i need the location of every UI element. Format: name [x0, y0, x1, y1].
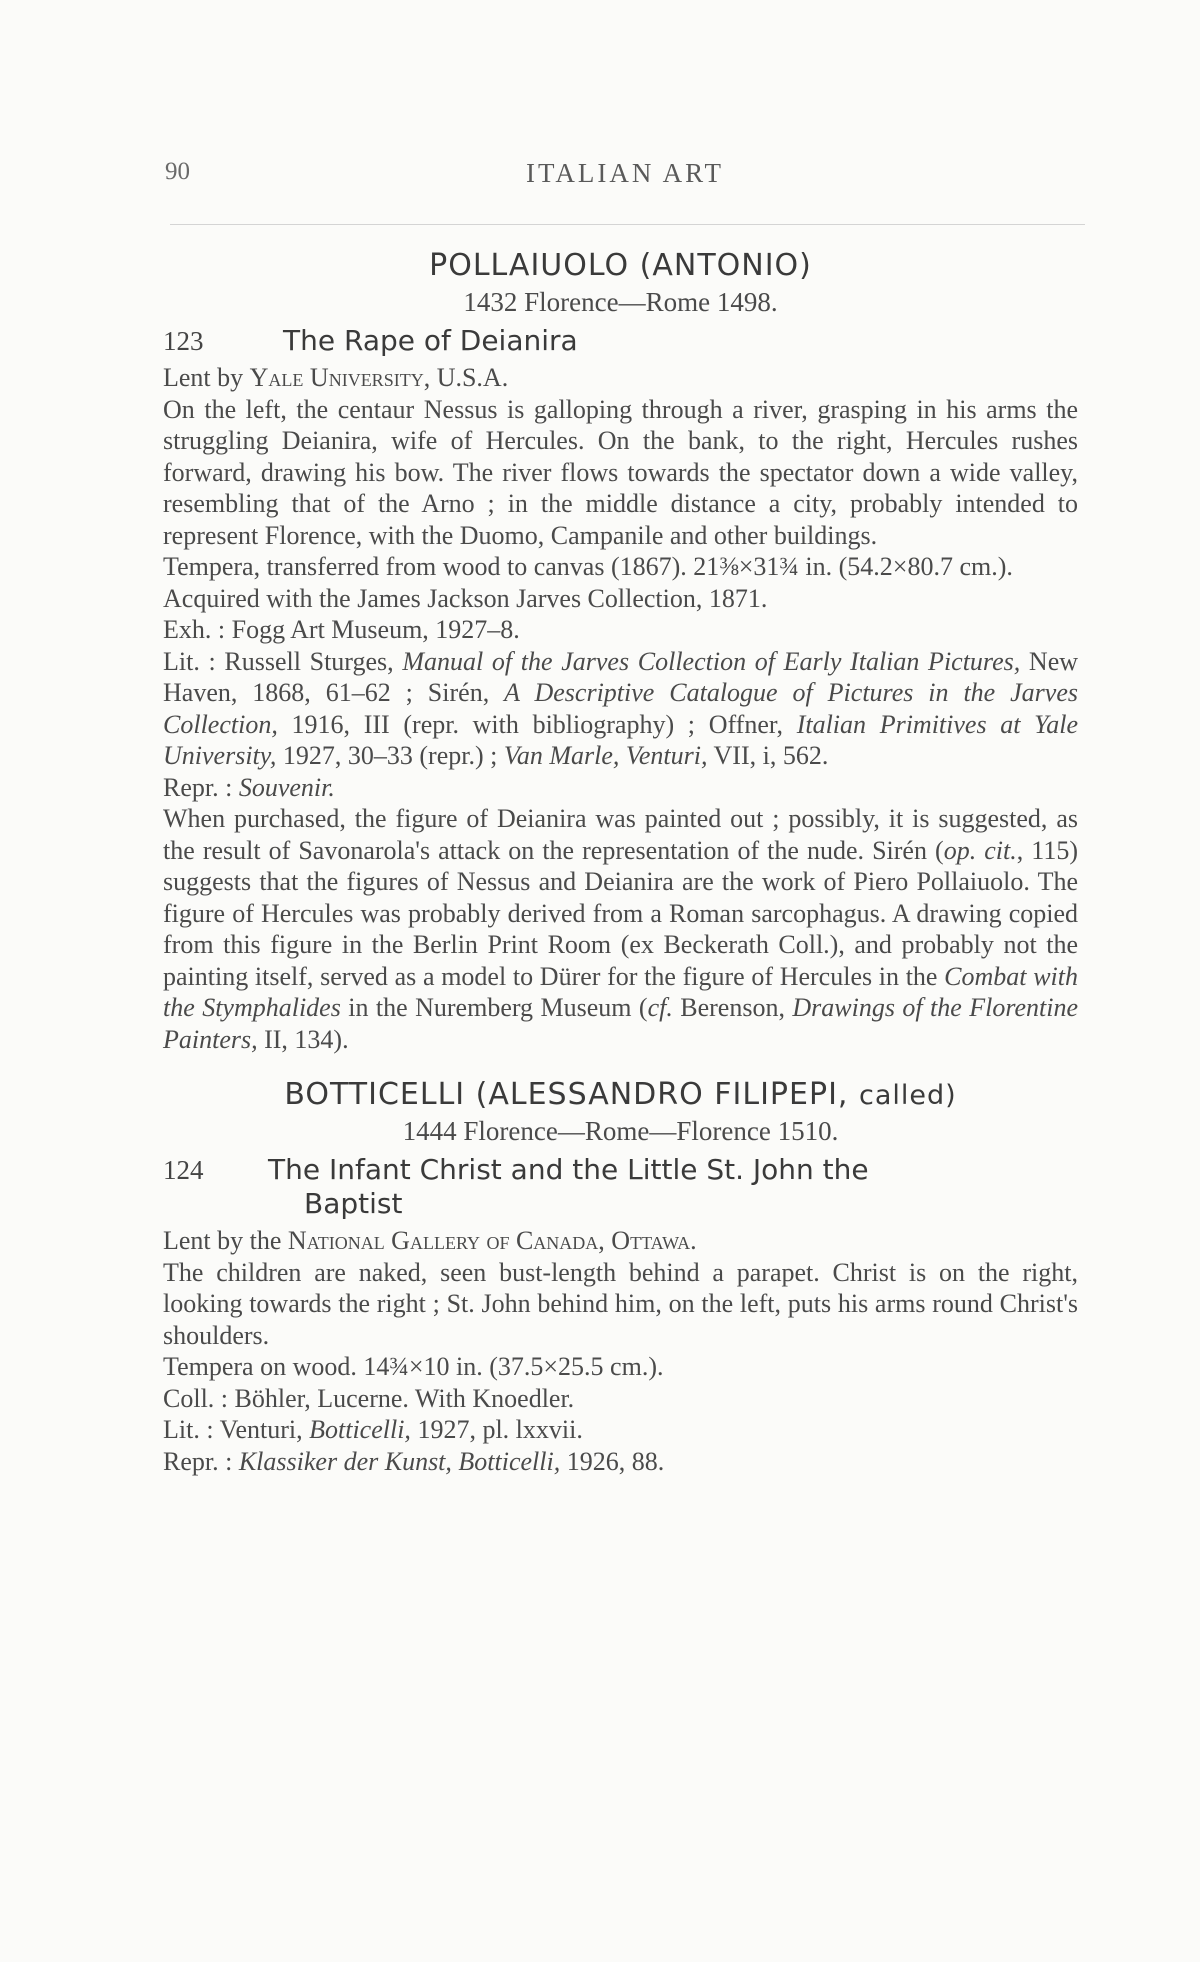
acquisition: Acquired with the James Jackson Jarves Collection, 1871.: [163, 583, 768, 613]
entry-number: 124: [163, 1155, 204, 1185]
literature: Lit. : Russell Sturges, Manual of the Jarves Collection of Early Italian Pictures, New Haven, 1868, 61–62 ; Sirén, A Descriptive Catalogue of Pictures in the Jarves Collection, 1916, III (repr. with bibliography) ; Offner, Italian Primitives at Yale University, 1927, 30–33 (repr.) ; Van Marle, Venturi, VII, i, 562.: [163, 646, 1079, 770]
entry-number: 123: [163, 326, 204, 356]
reproduction: Repr. : Klassiker der Kunst, Botticelli, 1926, 88.: [163, 1446, 665, 1476]
catalogue-entry-123: [163, 248, 1078, 1055]
artist-name: POLLAIUOLO (ANTONIO): [429, 248, 812, 283]
artist-dates: 1444 Florence—Rome—Florence 1510.: [402, 1116, 839, 1146]
collection: Coll. : Böhler, Lucerne. With Knoedler.: [163, 1383, 575, 1413]
catalogue-content: [163, 244, 1078, 1477]
notes: When purchased, the figure of Deianira was painted out ; possibly, it is suggested, as the result of Savonarola's attack on the representation of the nude. Sirén (op. cit., 115) suggests that the figures of Nessus and Deianira are the work of Piero Pollaiuolo. The figure of Hercules was probably derived from a Roman sarcophagus. A drawing copied from this figure in the Berlin Print Room (ex Beckerath Coll.), and probably not the painting itself, served as a model to Dürer for the figure of Hercules in the Combat with the Stymphalides in the Nuremberg Museum (cf. Berenson, Drawings of the Florentine Painters, II, 134).: [163, 804, 1079, 1054]
medium-dimensions: Tempera, transferred from wood to canvas (1867). 21⅜×31¾ in. (54.2×80.7 cm.).: [163, 552, 1013, 581]
catalogue-entry-124: [163, 1077, 1078, 1477]
section-gap: [163, 1055, 1078, 1073]
description: On the left, the centaur Nessus is galloping through a river, grasping in his arms the struggling Deianira, wife of Hercules. On the bank, to the right, Hercules rushes forward, drawing his bow. The river flows towards the spectator down a wide valley, resembling that of the Arno ; in the middle distance a city, probably intended to represent Florence, with the Duomo, Campanile and other buildings.: [163, 394, 1078, 550]
medium-dimensions: Tempera on wood. 14¾×10 in. (37.5×25.5 cm.).: [163, 1352, 664, 1381]
exhibition: Exh. : Fogg Art Museum, 1927–8.: [163, 615, 520, 644]
artist-dates: 1432 Florence—Rome 1498.: [463, 287, 778, 317]
running-title: ITALIAN ART: [526, 158, 724, 188]
artist-name: BOTTICELLI (ALESSANDRO FILIPEPI, called): [284, 1077, 957, 1112]
lender-name: Yale University, U.S.A.: [249, 363, 509, 392]
running-head: [165, 158, 1085, 198]
lender-line: Lent by the National Gallery of Canada, Ottawa.: [163, 1226, 697, 1255]
literature: Lit. : Venturi, Botticelli, 1927, pl. lxxvii.: [163, 1415, 583, 1444]
lender-name: National Gallery of Canada, Ottawa.: [287, 1226, 697, 1255]
entry-title: The Infant Christ and the Little St. John the Baptist: [268, 1153, 869, 1220]
reproduction: Repr. : Souvenir.: [163, 772, 335, 802]
entry-heading: [163, 324, 1078, 358]
page-number: 90: [165, 158, 190, 185]
lender-line: Lent by Yale University, U.S.A.: [163, 363, 509, 392]
entry-title: The Rape of Deianira: [283, 324, 578, 357]
header-rule: [170, 224, 1085, 225]
description: The children are naked, seen bust-length behind a parapet. Christ is on the right, looking towards the right ; St. John behind him, on the left, puts his arms round Christ's shoulders.: [163, 1257, 1078, 1350]
entry-heading: [163, 1153, 1078, 1221]
